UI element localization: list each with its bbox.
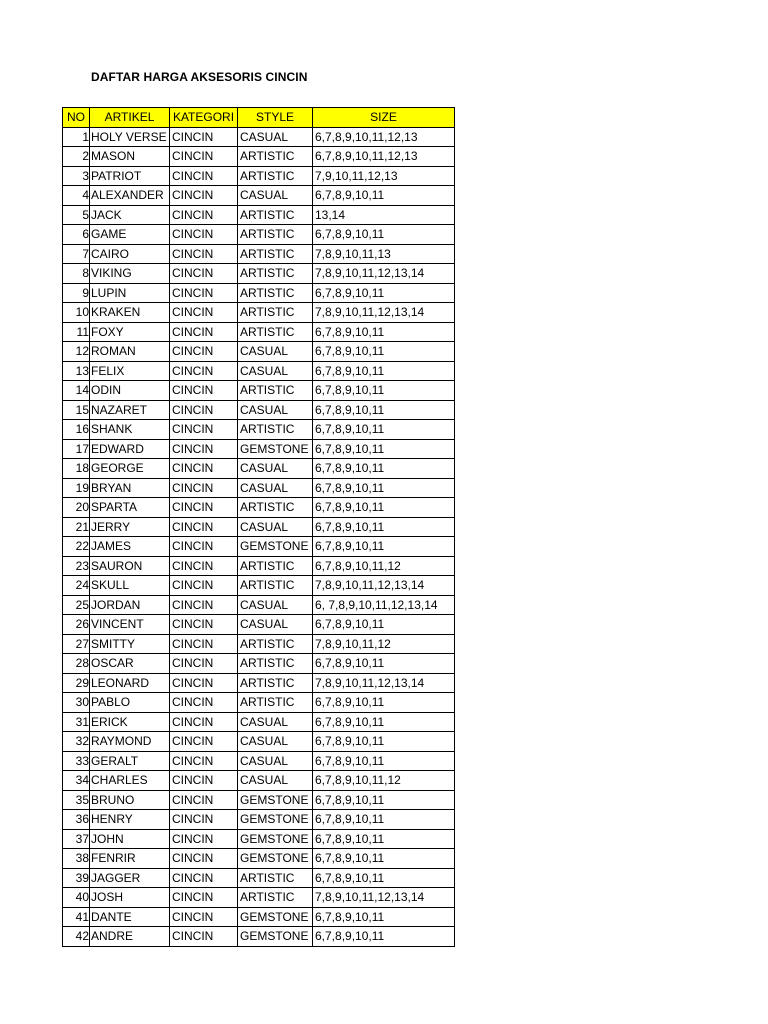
- cell-style: ARTISTIC: [238, 303, 313, 323]
- cell-artikel: BRYAN: [90, 478, 170, 498]
- cell-size: 6,7,8,9,10,11: [313, 381, 455, 401]
- cell-artikel: JAMES: [90, 537, 170, 557]
- table-row: [63, 615, 455, 635]
- cell-style: CASUAL: [238, 615, 313, 635]
- cell-kategori: CINCIN: [170, 264, 238, 284]
- table-row: [63, 712, 455, 732]
- cell-no: 25: [63, 595, 90, 615]
- cell-style: ARTISTIC: [238, 576, 313, 596]
- cell-style: GEMSTONE: [238, 439, 313, 459]
- cell-style: CASUAL: [238, 517, 313, 537]
- cell-size: 7,8,9,10,11,12,13,14: [313, 888, 455, 908]
- table-row: [63, 810, 455, 830]
- cell-size: 7,9,10,11,12,13: [313, 166, 455, 186]
- cell-no: 18: [63, 459, 90, 479]
- cell-kategori: CINCIN: [170, 634, 238, 654]
- cell-no: 8: [63, 264, 90, 284]
- cell-size: 6,7,8,9,10,11: [313, 498, 455, 518]
- cell-size: 6,7,8,9,10,11: [313, 517, 455, 537]
- cell-artikel: PABLO: [90, 693, 170, 713]
- cell-size: 6,7,8,9,10,11: [313, 927, 455, 947]
- table-row: [63, 829, 455, 849]
- cell-no: 26: [63, 615, 90, 635]
- cell-kategori: CINCIN: [170, 400, 238, 420]
- cell-no: 7: [63, 244, 90, 264]
- table-row: [63, 771, 455, 791]
- cell-kategori: CINCIN: [170, 693, 238, 713]
- cell-kategori: CINCIN: [170, 147, 238, 167]
- cell-artikel: MASON: [90, 147, 170, 167]
- cell-artikel: SPARTA: [90, 498, 170, 518]
- cell-kategori: CINCIN: [170, 673, 238, 693]
- cell-artikel: BRUNO: [90, 790, 170, 810]
- table-row: [63, 576, 455, 596]
- table-row: [63, 244, 455, 264]
- cell-kategori: CINCIN: [170, 537, 238, 557]
- cell-size: 6,7,8,9,10,11: [313, 751, 455, 771]
- cell-no: 19: [63, 478, 90, 498]
- table-row: [63, 439, 455, 459]
- cell-artikel: HENRY: [90, 810, 170, 830]
- cell-artikel: JOHN: [90, 829, 170, 849]
- cell-size: 7,8,9,10,11,12,13,14: [313, 673, 455, 693]
- table-row: [63, 732, 455, 752]
- cell-kategori: CINCIN: [170, 225, 238, 245]
- cell-size: 6, 7,8,9,10,11,12,13,14: [313, 595, 455, 615]
- cell-no: 28: [63, 654, 90, 674]
- cell-no: 32: [63, 732, 90, 752]
- table-row: [63, 673, 455, 693]
- cell-kategori: CINCIN: [170, 829, 238, 849]
- document-title: DAFTAR HARGA AKSESORIS CINCIN: [91, 70, 308, 84]
- cell-kategori: CINCIN: [170, 127, 238, 147]
- cell-artikel: KRAKEN: [90, 303, 170, 323]
- cell-size: 6,7,8,9,10,11: [313, 615, 455, 635]
- cell-kategori: CINCIN: [170, 927, 238, 947]
- cell-size: 6,7,8,9,10,11: [313, 361, 455, 381]
- cell-kategori: CINCIN: [170, 322, 238, 342]
- cell-style: ARTISTIC: [238, 322, 313, 342]
- cell-style: ARTISTIC: [238, 381, 313, 401]
- cell-artikel: ROMAN: [90, 342, 170, 362]
- cell-no: 38: [63, 849, 90, 869]
- cell-no: 34: [63, 771, 90, 791]
- cell-kategori: CINCIN: [170, 712, 238, 732]
- cell-artikel: FENRIR: [90, 849, 170, 869]
- table-row: [63, 927, 455, 947]
- cell-no: 4: [63, 186, 90, 206]
- cell-artikel: ERICK: [90, 712, 170, 732]
- cell-style: ARTISTIC: [238, 166, 313, 186]
- cell-size: 6,7,8,9,10,11: [313, 712, 455, 732]
- cell-artikel: VIKING: [90, 264, 170, 284]
- cell-size: 6,7,8,9,10,11,12: [313, 771, 455, 791]
- table-row: [63, 751, 455, 771]
- cell-size: 6,7,8,9,10,11: [313, 829, 455, 849]
- cell-style: CASUAL: [238, 751, 313, 771]
- cell-kategori: CINCIN: [170, 205, 238, 225]
- cell-artikel: CAIRO: [90, 244, 170, 264]
- cell-style: ARTISTIC: [238, 634, 313, 654]
- cell-artikel: JORDAN: [90, 595, 170, 615]
- cell-size: 6,7,8,9,10,11: [313, 654, 455, 674]
- cell-kategori: CINCIN: [170, 439, 238, 459]
- cell-no: 31: [63, 712, 90, 732]
- cell-style: ARTISTIC: [238, 556, 313, 576]
- cell-artikel: RAYMOND: [90, 732, 170, 752]
- cell-size: 6,7,8,9,10,11: [313, 868, 455, 888]
- table-row: [63, 205, 455, 225]
- cell-style: ARTISTIC: [238, 654, 313, 674]
- table-row: [63, 907, 455, 927]
- table-row: [63, 849, 455, 869]
- cell-no: 14: [63, 381, 90, 401]
- cell-no: 3: [63, 166, 90, 186]
- cell-artikel: LUPIN: [90, 283, 170, 303]
- cell-style: CASUAL: [238, 771, 313, 791]
- cell-no: 5: [63, 205, 90, 225]
- cell-kategori: CINCIN: [170, 361, 238, 381]
- cell-size: 6,7,8,9,10,11: [313, 186, 455, 206]
- cell-no: 37: [63, 829, 90, 849]
- cell-kategori: CINCIN: [170, 849, 238, 869]
- cell-kategori: CINCIN: [170, 556, 238, 576]
- cell-artikel: LEONARD: [90, 673, 170, 693]
- table-row: [63, 654, 455, 674]
- cell-artikel: OSCAR: [90, 654, 170, 674]
- cell-artikel: JACK: [90, 205, 170, 225]
- cell-style: ARTISTIC: [238, 147, 313, 167]
- cell-kategori: CINCIN: [170, 771, 238, 791]
- cell-no: 15: [63, 400, 90, 420]
- cell-style: ARTISTIC: [238, 205, 313, 225]
- cell-style: GEMSTONE: [238, 537, 313, 557]
- cell-artikel: EDWARD: [90, 439, 170, 459]
- cell-size: 7,8,9,10,11,12: [313, 634, 455, 654]
- cell-size: 6,7,8,9,10,11: [313, 322, 455, 342]
- cell-kategori: CINCIN: [170, 186, 238, 206]
- cell-artikel: VINCENT: [90, 615, 170, 635]
- cell-size: 6,7,8,9,10,11: [313, 225, 455, 245]
- cell-size: 6,7,8,9,10,11: [313, 400, 455, 420]
- cell-kategori: CINCIN: [170, 498, 238, 518]
- cell-kategori: CINCIN: [170, 342, 238, 362]
- cell-size: 7,8,9,10,11,12,13,14: [313, 264, 455, 284]
- cell-no: 39: [63, 868, 90, 888]
- table-row: [63, 322, 455, 342]
- cell-no: 29: [63, 673, 90, 693]
- header-style: STYLE: [238, 108, 313, 128]
- cell-style: ARTISTIC: [238, 244, 313, 264]
- cell-style: GEMSTONE: [238, 907, 313, 927]
- cell-kategori: CINCIN: [170, 381, 238, 401]
- cell-style: ARTISTIC: [238, 693, 313, 713]
- table-header-row: [63, 108, 455, 128]
- table-row: [63, 517, 455, 537]
- cell-no: 1: [63, 127, 90, 147]
- cell-style: GEMSTONE: [238, 810, 313, 830]
- cell-style: ARTISTIC: [238, 264, 313, 284]
- cell-size: 6,7,8,9,10,11: [313, 537, 455, 557]
- cell-no: 22: [63, 537, 90, 557]
- cell-artikel: JERRY: [90, 517, 170, 537]
- cell-size: 13,14: [313, 205, 455, 225]
- table-row: [63, 361, 455, 381]
- cell-style: CASUAL: [238, 361, 313, 381]
- cell-style: CASUAL: [238, 342, 313, 362]
- table-row: [63, 420, 455, 440]
- cell-no: 17: [63, 439, 90, 459]
- cell-no: 40: [63, 888, 90, 908]
- table-row: [63, 498, 455, 518]
- cell-style: ARTISTIC: [238, 498, 313, 518]
- cell-kategori: CINCIN: [170, 790, 238, 810]
- cell-artikel: JOSH: [90, 888, 170, 908]
- cell-no: 23: [63, 556, 90, 576]
- cell-size: 7,8,9,10,11,13: [313, 244, 455, 264]
- cell-artikel: SAURON: [90, 556, 170, 576]
- cell-size: 7,8,9,10,11,12,13,14: [313, 576, 455, 596]
- cell-style: ARTISTIC: [238, 868, 313, 888]
- cell-size: 6,7,8,9,10,11,12: [313, 556, 455, 576]
- header-size: SIZE: [313, 108, 455, 128]
- table-row: [63, 868, 455, 888]
- cell-kategori: CINCIN: [170, 654, 238, 674]
- cell-style: GEMSTONE: [238, 927, 313, 947]
- cell-no: 33: [63, 751, 90, 771]
- cell-no: 41: [63, 907, 90, 927]
- cell-style: ARTISTIC: [238, 673, 313, 693]
- cell-size: 6,7,8,9,10,11: [313, 439, 455, 459]
- cell-kategori: CINCIN: [170, 459, 238, 479]
- table-row: [63, 459, 455, 479]
- table-row: [63, 186, 455, 206]
- header-kategori: KATEGORI: [170, 108, 238, 128]
- table-body: [63, 127, 455, 946]
- cell-artikel: ANDRE: [90, 927, 170, 947]
- cell-style: CASUAL: [238, 186, 313, 206]
- cell-kategori: CINCIN: [170, 595, 238, 615]
- cell-artikel: ALEXANDER: [90, 186, 170, 206]
- cell-size: 6,7,8,9,10,11,12,13: [313, 147, 455, 167]
- cell-style: CASUAL: [238, 127, 313, 147]
- cell-kategori: CINCIN: [170, 303, 238, 323]
- table-row: [63, 400, 455, 420]
- cell-kategori: CINCIN: [170, 868, 238, 888]
- cell-kategori: CINCIN: [170, 244, 238, 264]
- cell-artikel: GEORGE: [90, 459, 170, 479]
- table-row: [63, 264, 455, 284]
- cell-style: CASUAL: [238, 712, 313, 732]
- cell-artikel: FELIX: [90, 361, 170, 381]
- cell-artikel: FOXY: [90, 322, 170, 342]
- table-row: [63, 303, 455, 323]
- cell-style: CASUAL: [238, 732, 313, 752]
- cell-kategori: CINCIN: [170, 420, 238, 440]
- cell-kategori: CINCIN: [170, 810, 238, 830]
- cell-size: 6,7,8,9,10,11: [313, 810, 455, 830]
- cell-no: 20: [63, 498, 90, 518]
- cell-style: GEMSTONE: [238, 790, 313, 810]
- cell-size: 6,7,8,9,10,11: [313, 342, 455, 362]
- table-row: [63, 790, 455, 810]
- cell-style: ARTISTIC: [238, 225, 313, 245]
- cell-style: CASUAL: [238, 478, 313, 498]
- table-row: [63, 127, 455, 147]
- table-row: [63, 381, 455, 401]
- cell-style: ARTISTIC: [238, 283, 313, 303]
- cell-no: 2: [63, 147, 90, 167]
- cell-size: 6,7,8,9,10,11: [313, 849, 455, 869]
- cell-style: GEMSTONE: [238, 829, 313, 849]
- cell-artikel: JAGGER: [90, 868, 170, 888]
- header-artikel: ARTIKEL: [90, 108, 170, 128]
- cell-style: ARTISTIC: [238, 888, 313, 908]
- cell-no: 42: [63, 927, 90, 947]
- cell-kategori: CINCIN: [170, 517, 238, 537]
- cell-artikel: HOLY VERSE: [90, 127, 170, 147]
- cell-size: 7,8,9,10,11,12,13,14: [313, 303, 455, 323]
- cell-style: CASUAL: [238, 595, 313, 615]
- cell-size: 6,7,8,9,10,11: [313, 478, 455, 498]
- cell-artikel: GERALT: [90, 751, 170, 771]
- cell-no: 35: [63, 790, 90, 810]
- table-row: [63, 342, 455, 362]
- cell-kategori: CINCIN: [170, 732, 238, 752]
- cell-kategori: CINCIN: [170, 907, 238, 927]
- cell-size: 6,7,8,9,10,11: [313, 693, 455, 713]
- cell-artikel: GAME: [90, 225, 170, 245]
- table-row: [63, 166, 455, 186]
- table-row: [63, 634, 455, 654]
- cell-artikel: NAZARET: [90, 400, 170, 420]
- cell-no: 13: [63, 361, 90, 381]
- cell-no: 11: [63, 322, 90, 342]
- table-row: [63, 225, 455, 245]
- table-row: [63, 283, 455, 303]
- cell-size: 6,7,8,9,10,11,12,13: [313, 127, 455, 147]
- table-row: [63, 888, 455, 908]
- cell-size: 6,7,8,9,10,11: [313, 732, 455, 752]
- cell-no: 10: [63, 303, 90, 323]
- cell-size: 6,7,8,9,10,11: [313, 907, 455, 927]
- cell-artikel: SKULL: [90, 576, 170, 596]
- table-row: [63, 478, 455, 498]
- cell-kategori: CINCIN: [170, 166, 238, 186]
- cell-size: 6,7,8,9,10,11: [313, 459, 455, 479]
- cell-size: 6,7,8,9,10,11: [313, 420, 455, 440]
- table-row: [63, 556, 455, 576]
- cell-no: 36: [63, 810, 90, 830]
- cell-kategori: CINCIN: [170, 478, 238, 498]
- table-row: [63, 595, 455, 615]
- cell-kategori: CINCIN: [170, 283, 238, 303]
- cell-no: 6: [63, 225, 90, 245]
- cell-style: CASUAL: [238, 459, 313, 479]
- cell-size: 6,7,8,9,10,11: [313, 283, 455, 303]
- cell-kategori: CINCIN: [170, 751, 238, 771]
- cell-style: GEMSTONE: [238, 849, 313, 869]
- cell-artikel: CHARLES: [90, 771, 170, 791]
- cell-no: 16: [63, 420, 90, 440]
- cell-no: 12: [63, 342, 90, 362]
- cell-kategori: CINCIN: [170, 576, 238, 596]
- cell-no: 24: [63, 576, 90, 596]
- cell-no: 27: [63, 634, 90, 654]
- cell-no: 21: [63, 517, 90, 537]
- cell-no: 30: [63, 693, 90, 713]
- cell-style: ARTISTIC: [238, 420, 313, 440]
- header-no: NO: [63, 108, 90, 128]
- cell-no: 9: [63, 283, 90, 303]
- table-row: [63, 147, 455, 167]
- cell-artikel: PATRIOT: [90, 166, 170, 186]
- cell-size: 6,7,8,9,10,11: [313, 790, 455, 810]
- cell-artikel: SMITTY: [90, 634, 170, 654]
- cell-kategori: CINCIN: [170, 615, 238, 635]
- cell-artikel: SHANK: [90, 420, 170, 440]
- table-row: [63, 693, 455, 713]
- cell-artikel: ODIN: [90, 381, 170, 401]
- price-table: [62, 107, 455, 947]
- cell-artikel: DANTE: [90, 907, 170, 927]
- cell-kategori: CINCIN: [170, 888, 238, 908]
- table-row: [63, 537, 455, 557]
- cell-style: CASUAL: [238, 400, 313, 420]
